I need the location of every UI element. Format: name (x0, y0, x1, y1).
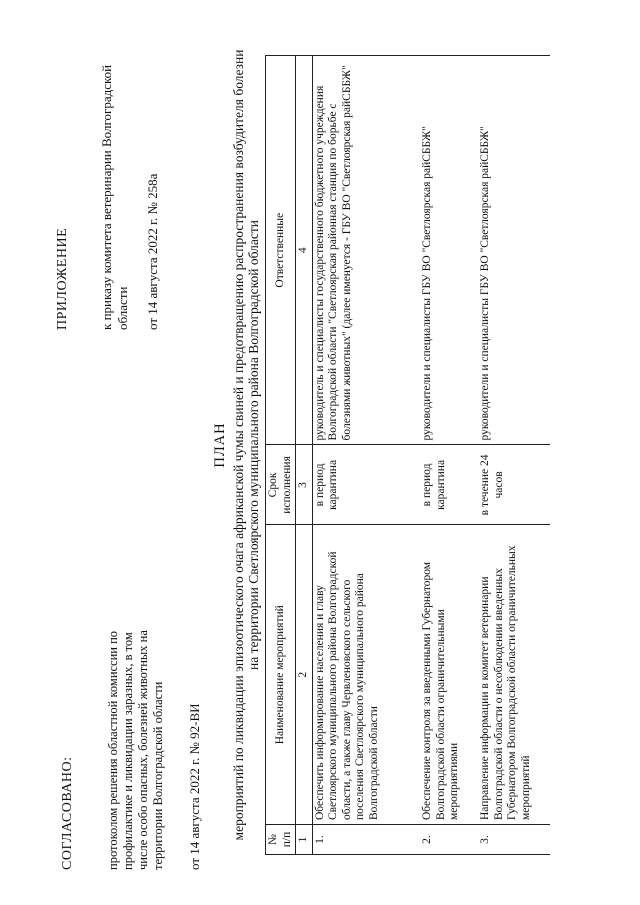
colnum: 3 (296, 445, 313, 525)
plan-table (265, 55, 550, 855)
row-num: 2. (420, 825, 478, 855)
colnum: 4 (296, 56, 313, 445)
approval-date: от 14 августа 2022 г. № 92-ВИ (187, 703, 203, 870)
row-num: 3. (478, 825, 550, 855)
row-num: 1. (312, 825, 420, 855)
appendix-title: ПРИЛОЖЕНИЕ (55, 227, 70, 330)
appendix-order: к приказу комитета ветеринарии Волгоградской области (99, 64, 130, 330)
approval-block (60, 610, 203, 870)
colnum: 1 (296, 825, 313, 855)
row-responsible: руководители и специалисты ГБУ ВО "Светлоярская райСББЖ" (420, 56, 478, 445)
header-action: Наименование мероприятий (266, 525, 296, 825)
header-responsible: Ответственные (266, 56, 296, 445)
approval-protocol: протоколом решения областной комиссии по профилактике и ликвидации заразных, в том числе особо опасных, болезней животных на территории Волгоградской области (106, 630, 166, 870)
header-term: Срок исполнения (266, 445, 296, 525)
row-term: в течение 24 часов (478, 445, 550, 525)
table-row (478, 56, 550, 855)
row-action: Обеспечить информирование населения и главу Светлоярского муниципального района Волгоградской области, а также главу Червленовского сельского поселения Светлоярского муниципального района Волгоградской области (312, 525, 420, 825)
plan-heading (212, 45, 262, 845)
table-colnum-row (296, 56, 313, 855)
row-responsible: руководитель и специалисты государственного бюджетного учреждения Волгоградской области "Светлоярская районная станция по борьбе с болезнями животных" (далее именуется - ГБУ ВО "Светлоярская райСББЖ" (312, 56, 420, 445)
row-responsible: руководители и специалисты ГБУ ВО "Светлоярская райСББЖ" (478, 56, 550, 445)
row-action: Обеспечение контроля за введенными Губернатором Волгоградской области ограничительными мероприятиями (420, 525, 478, 825)
header-num: № п/п (266, 825, 296, 855)
row-term: в период карантина (312, 445, 420, 525)
approval-title: СОГЛАСОВАНО: (60, 756, 75, 870)
table-row (420, 56, 478, 855)
appendix-block (55, 30, 161, 330)
plan-subtitle: мероприятий по ликвидации эпизоотического очага африканской чумы свиней и предотвращению распространения возбудителя болезни на территории Светлоярского муниципального района Волгоградской области (230, 49, 262, 841)
plan-title: ПЛАН (212, 422, 228, 468)
row-action: Направление информации в комитет ветеринарии Волгоградской области о несоблюдении введенных Губернатором Волгоградской области ограничительных мероприятий (478, 525, 550, 825)
appendix-date: от 14 августа 2022 г. № 258а (145, 173, 161, 330)
colnum: 2 (296, 525, 313, 825)
table-row (312, 56, 420, 855)
table-header-row (266, 56, 296, 855)
row-term: в период карантина (420, 445, 478, 525)
